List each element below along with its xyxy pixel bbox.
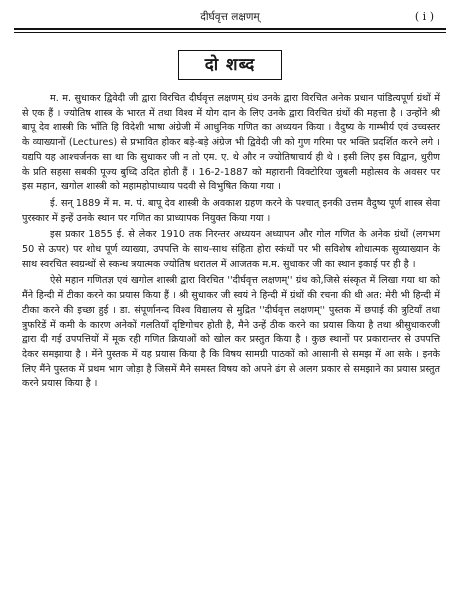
paragraph-1: म. म. सुधाकर द्विवेदी जी द्वारा विरचित दीर्घवृत्त लक्षणम् ग्रंथ उनके द्वारा विरचित अनेक प्रधान पांडित्यपूर्ण ग्रंथों में से एक हैं । ज्योतिष शास्त्र के भारत में तथा विश्व में योग दान के लिए उनके द्वारा विरचित ग्रंथों की महत्ता है । उन्होंने श्री बापू देव शास्त्री कि भाँति हि विदेशी भाषा अंग्रेजी में आधुनिक गणित का अध्ययन किया । वैदुष्य के गाम्भीर्य एवं उच्चस्तर के व्याख्यानों (Lectures) से प्रभावित होकर बड़े-बड़े अंग्रेज भी द्विवेदी जी को गुण गरिमा पर भक्ति प्रदर्शित करने लगे । यद्यपि यह आश्चर्जनक सा था कि सुधाकर जी न तो एम. ए. थे और न ज्योतिषाचार्य ही थे । इसी लिए इस विद्वान, धुरीण के प्रति सहसा सबकी पूज्य बुध्दि उदित होती हैं । 16-2-1887 को महारानी विक्टोरिया जुबली महोत्सव के अवसर पर इस महान, खगोल शास्त्री को महामहोपाध्याय पदवी से विभुषित किया गया । <box>22 93 440 193</box>
page-number: ( i ) <box>414 10 434 23</box>
running-header <box>0 8 460 26</box>
chapter-title-box <box>178 50 282 80</box>
header-rule-thin <box>14 32 446 33</box>
body-text <box>22 92 440 393</box>
running-title: दीर्घवृत्त लक्षणम् <box>200 11 260 23</box>
paragraph-4: ऐसे महान गणितज्ञ एवं खगोल शास्त्री द्वारा विरचित ''दीर्घवृत्त लक्षणम्'' ग्रंथ को,जिसे संस्कृत में लिखा गया था को मैंने हिन्दी में टीका करने का प्रयास किया हैं । श्री सुधाकर जी स्वयं ने हिन्दी में ग्रंथों की रचना की थी अत: मेरी भी हिन्दी में टीका करने की इच्छा हुई । डा. संपूर्णानन्द विश्व विद्यालय से मुद्रित ''दीर्घवृत्त लक्षणम्'' पुस्तक में छपाई की त्रुटियाँ तथा त्रुफरिडें में कमी के कारण अनेकों गलतियाँ दृष्टिगोचर होती है, मैने उन्हें ठीक करने का प्रयास किया है तथा श्रीसुधाकरजी द्वारा दी गई उपपत्तियों में मूक रही गणित क्रियाओं को खोल कर प्रस्तुत किया है । कुछ स्थानों पर प्रकारान्तर से उपपत्ति देकर समझाया है । मेंने पुस्तक में यह प्रयास किया है कि विषय सामग्री पाठकों को आसानी से समझ में आ सके । इनके लिए मैंने पुस्तक में प्रथम भाग जोड़ा है जिसमें मैने समस्त विषय को अपने ढंग से अलग प्रकार से समझाने का प्रयास प्रस्तुत करने प्रयास किया है । <box>22 275 440 390</box>
paragraph-2: ई. सन् 1889 में म. म. पं. बापू देव शास्त्री के अवकाश ग्रहण करने के पश्चात् इनकी उत्तम वैदुष्य पूर्ण शास्त्र सेवा पुरस्कार में इन्हें उनके स्थान पर गणित का प्राध्यापक नियुक्त किया गया । <box>22 197 440 224</box>
paragraph-3: इस प्रकार 1855 ई. से लेकर 1910 तक निरन्तर अध्ययन अध्यापन और गोल गणित के अनेक ग्रंथों (लगभग 50 से ऊपर) पर शोध पूर्ण व्याख्या, उपपत्ति के साथ-साथ संहिता होरा स्कंधों पर भी सविशेष शोधात्मक सुव्याख्यान के साथ स्वरचित स्वग्रन्थों से स्कन्ध त्रयात्मक ज्योतिष धरातल में आजतक म.म. सुधाकर जी का स्थान इकाई पर ही है । <box>22 229 440 270</box>
header-rule <box>14 28 446 30</box>
chapter-title: दो शब्द <box>204 54 256 75</box>
